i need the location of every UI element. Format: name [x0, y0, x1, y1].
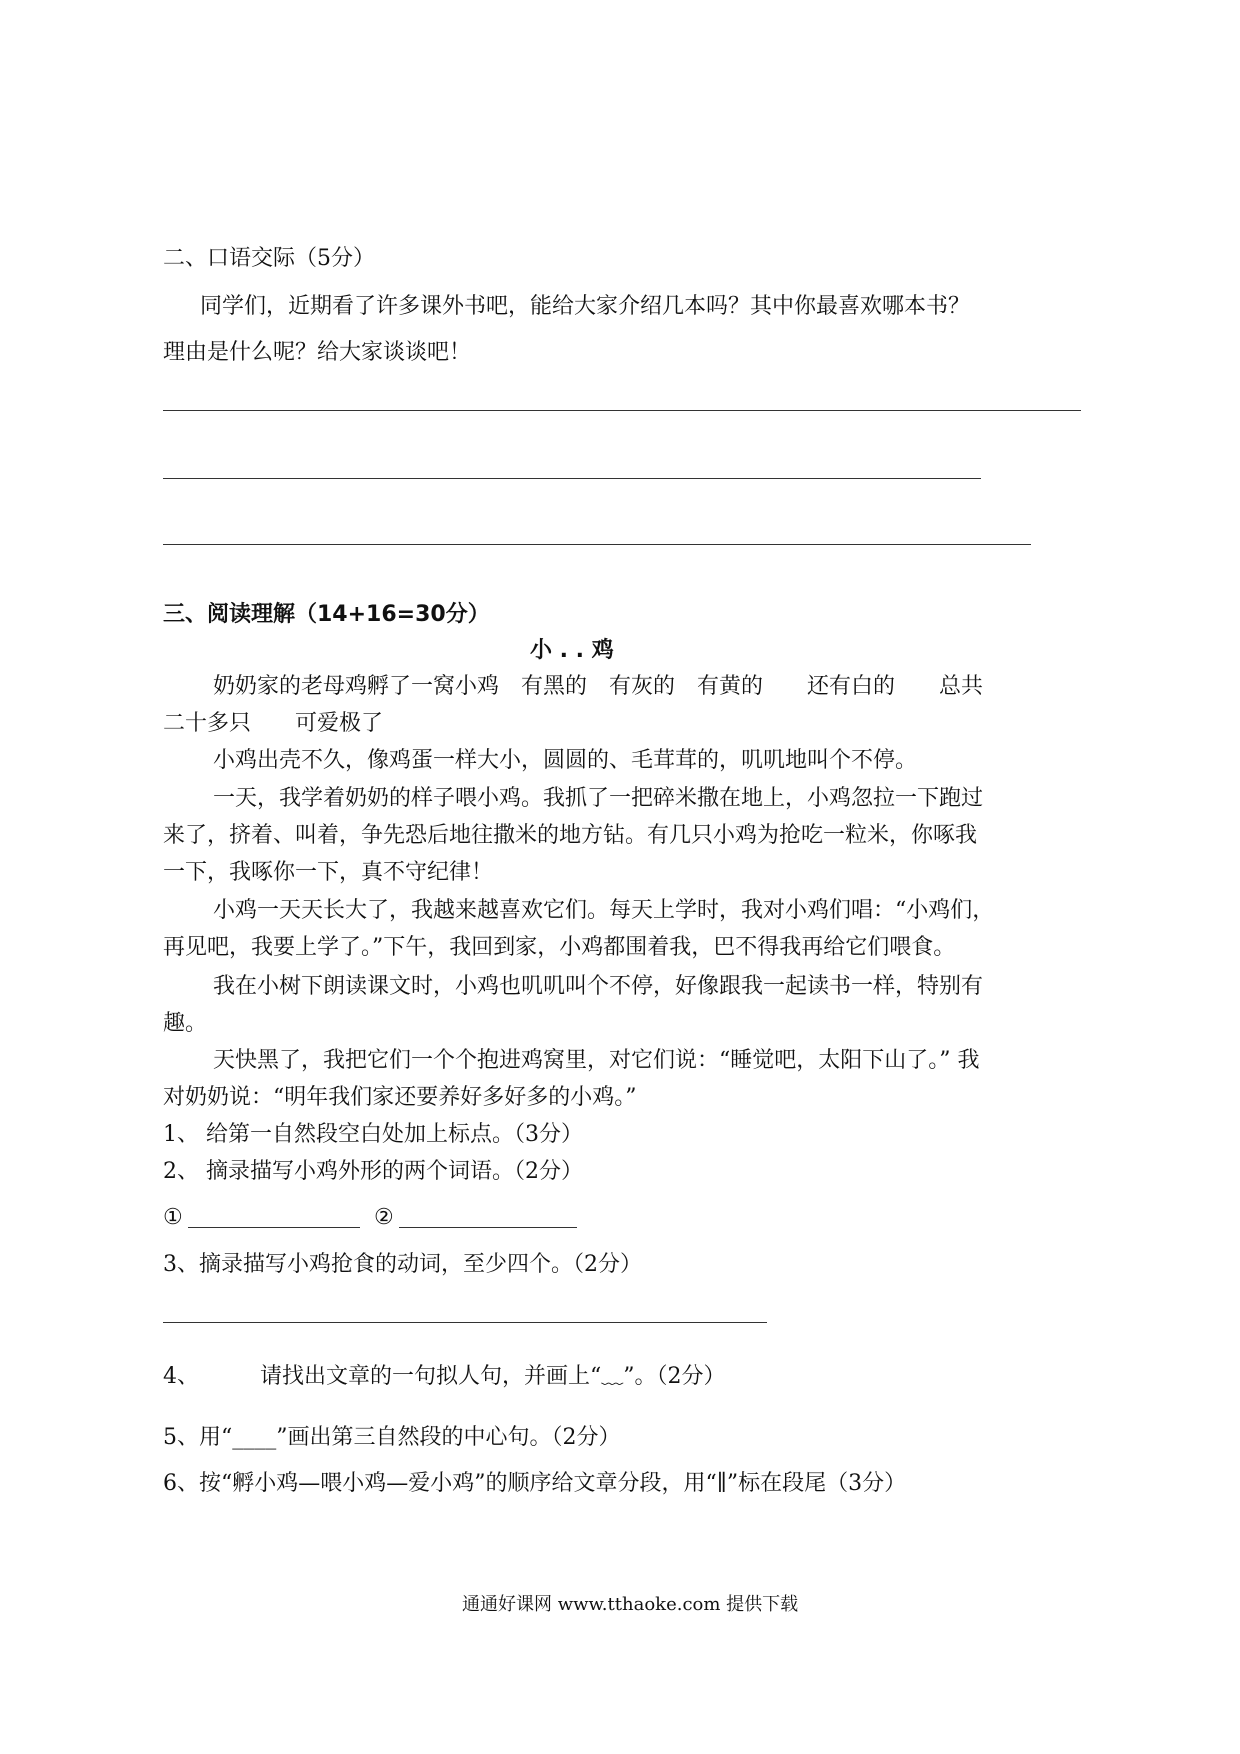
- q3-answer-line: [163, 1322, 767, 1323]
- question-5: 5、用“____”画出第三自然段的中心句。（2分）: [163, 1425, 621, 1450]
- footer-text: 通通好课网 www.tthaoke.com 提供下载: [462, 1594, 799, 1615]
- section2-prompt-line1: 同学们，近期看了许多课外书吧，能给大家介绍几本吗？其中你最喜欢哪本书？: [200, 294, 971, 319]
- para3-line2: 来了，挤着、叫着，争先恐后地往撒米的地方钻。有几只小鸡为抢吃一粒米，你啄我: [163, 823, 978, 848]
- q2-blank2-line: [399, 1227, 577, 1228]
- question-6: 6、按“孵小鸡—喂小鸡—爱小鸡”的顺序给文章分段，用“∥”标在段尾（3分）: [163, 1471, 907, 1496]
- answer-line-3: [163, 544, 1031, 545]
- para4-line2: 再见吧，我要上学了。”下午，我回到家，小鸡都围着我，巴不得我再给它们喂食。: [163, 935, 956, 960]
- question-2: 2、 摘录描写小鸡外形的两个词语。（2分）: [163, 1159, 583, 1184]
- answer-line-1: [163, 410, 1081, 411]
- question-1: 1、 给第一自然段空白处加上标点。（3分）: [163, 1122, 583, 1147]
- para3-line3: 一下，我啄你一下，真不守纪律！: [163, 860, 494, 885]
- para3-line1: 一天，我学着奶奶的样子喂小鸡。我抓了一把碎米撒在地上，小鸡忽拉一下跑过: [213, 786, 984, 811]
- question-3: 3、摘录描写小鸡抢食的动词，至少四个。（2分）: [163, 1252, 642, 1277]
- para1-line1: 奶奶家的老母鸡孵了一窝小鸡 有黑的 有灰的 有黄的 还有白的 总共: [213, 674, 984, 699]
- para5-line2: 趣。: [163, 1011, 208, 1036]
- section2-prompt-line2: 理由是什么呢？给大家谈谈吧！: [163, 340, 472, 365]
- section2-heading: 二、口语交际（5分）: [163, 246, 375, 271]
- question-4: 请找出文章的一句拟人句，并画上“﹏”。（2分）: [260, 1364, 726, 1389]
- para6-line1: 天快黑了，我把它们一个个抱进鸡窝里，对它们说：“睡觉吧，太阳下山了。” 我: [213, 1048, 980, 1073]
- para1-line2: 二十多只 可爱极了: [163, 711, 384, 736]
- q2-blank2-label: ②: [374, 1205, 394, 1230]
- para4-line1: 小鸡一天天长大了，我越来越喜欢它们。每天上学时，我对小鸡们唱：“小鸡们，: [213, 898, 995, 923]
- para6-line2: 对奶奶说：“明年我们家还要养好多好多的小鸡。”: [163, 1085, 637, 1110]
- question-4-number: 4、: [163, 1364, 199, 1389]
- story-title: 小 . . 鸡: [530, 638, 614, 663]
- section3-heading: 三、阅读理解（14+16=30分）: [163, 602, 490, 627]
- para2: 小鸡出壳不久，像鸡蛋一样大小，圆圆的、毛茸茸的，叽叽地叫个不停。: [213, 748, 918, 773]
- answer-line-2: [163, 478, 981, 479]
- para5-line1: 我在小树下朗读课文时，小鸡也叽叽叫个不停，好像跟我一起读书一样，特别有: [213, 974, 984, 999]
- q2-blank1-label: ①: [163, 1205, 183, 1230]
- q2-blank1-line: [188, 1227, 360, 1228]
